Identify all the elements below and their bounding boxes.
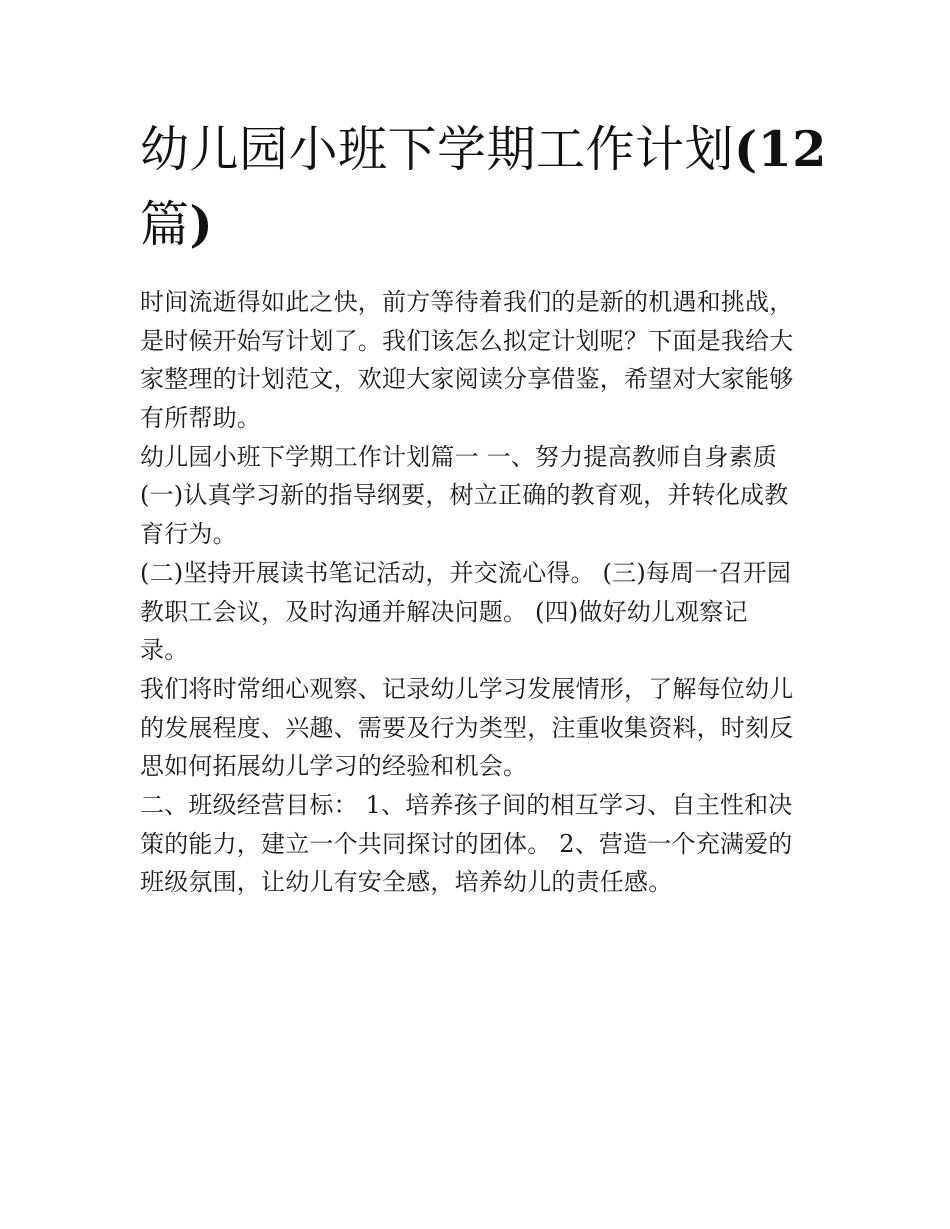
paragraph-line: 班级氛围，让幼儿有安全感，培养幼儿的责任感。: [140, 868, 673, 897]
paragraph-class-goals: [140, 786, 812, 902]
paragraph-line: 我们将时常细心观察、记录幼儿学习发展情形，了解每位幼儿: [140, 674, 794, 703]
title-line2-cjk-text: 篇: [140, 196, 190, 253]
paragraph-line: 育行为。: [140, 520, 237, 549]
paragraph-line: 二、班级经营目标： 1、培养孩子间的相互学习、自主性和决: [140, 790, 793, 819]
paragraph-line: 幼儿园小班下学期工作计划篇一 一、努力提高教师自身素质: [140, 442, 778, 471]
title-line2-paren-text: ): [189, 195, 214, 253]
paragraph-line: 有所帮助。: [140, 404, 261, 433]
paragraph-line: 思如何拓展幼儿学习的经验和机会。: [140, 752, 528, 781]
paragraph-line: 家整理的计划范文，欢迎大家阅读分享借鉴，希望对大家能够: [140, 365, 794, 394]
paragraph-line: (一)认真学习新的指导纲要，树立正确的教育观，并转化成教: [140, 481, 789, 510]
paragraph-intro: [140, 283, 812, 438]
document-body: [140, 283, 812, 902]
title-paren-text: (12: [734, 120, 827, 178]
paragraph-line: 策的能力，建立一个共同探讨的团体。 2、营造一个充满爱的: [140, 829, 793, 858]
title-main-text: 幼儿园小班下学期工作计划: [140, 121, 735, 178]
title-line-2: [140, 187, 820, 262]
paragraph-line: 教职工会议，及时沟通并解决问题。 (四)做好幼儿观察记: [140, 597, 748, 626]
document-title: [140, 112, 827, 262]
paragraph-line: 的发展程度、兴趣、需要及行为类型，注重收集资料，时刻反: [140, 713, 794, 742]
title-line-1: [140, 112, 827, 187]
paragraph-activities: [140, 554, 812, 670]
paragraph-section-one: [140, 438, 812, 554]
paragraph-line: 是时候开始写计划了。我们该怎么拟定计划呢？下面是我给大: [140, 326, 794, 355]
paragraph-observation: [140, 670, 812, 786]
paragraph-line: 录。: [140, 636, 189, 665]
paragraph-line: 时间流逝得如此之快，前方等待着我们的是新的机遇和挑战，: [140, 288, 794, 316]
paragraph-line: (二)坚持开展读书笔记活动，并交流心得。 (三)每周一召开园: [140, 558, 792, 587]
